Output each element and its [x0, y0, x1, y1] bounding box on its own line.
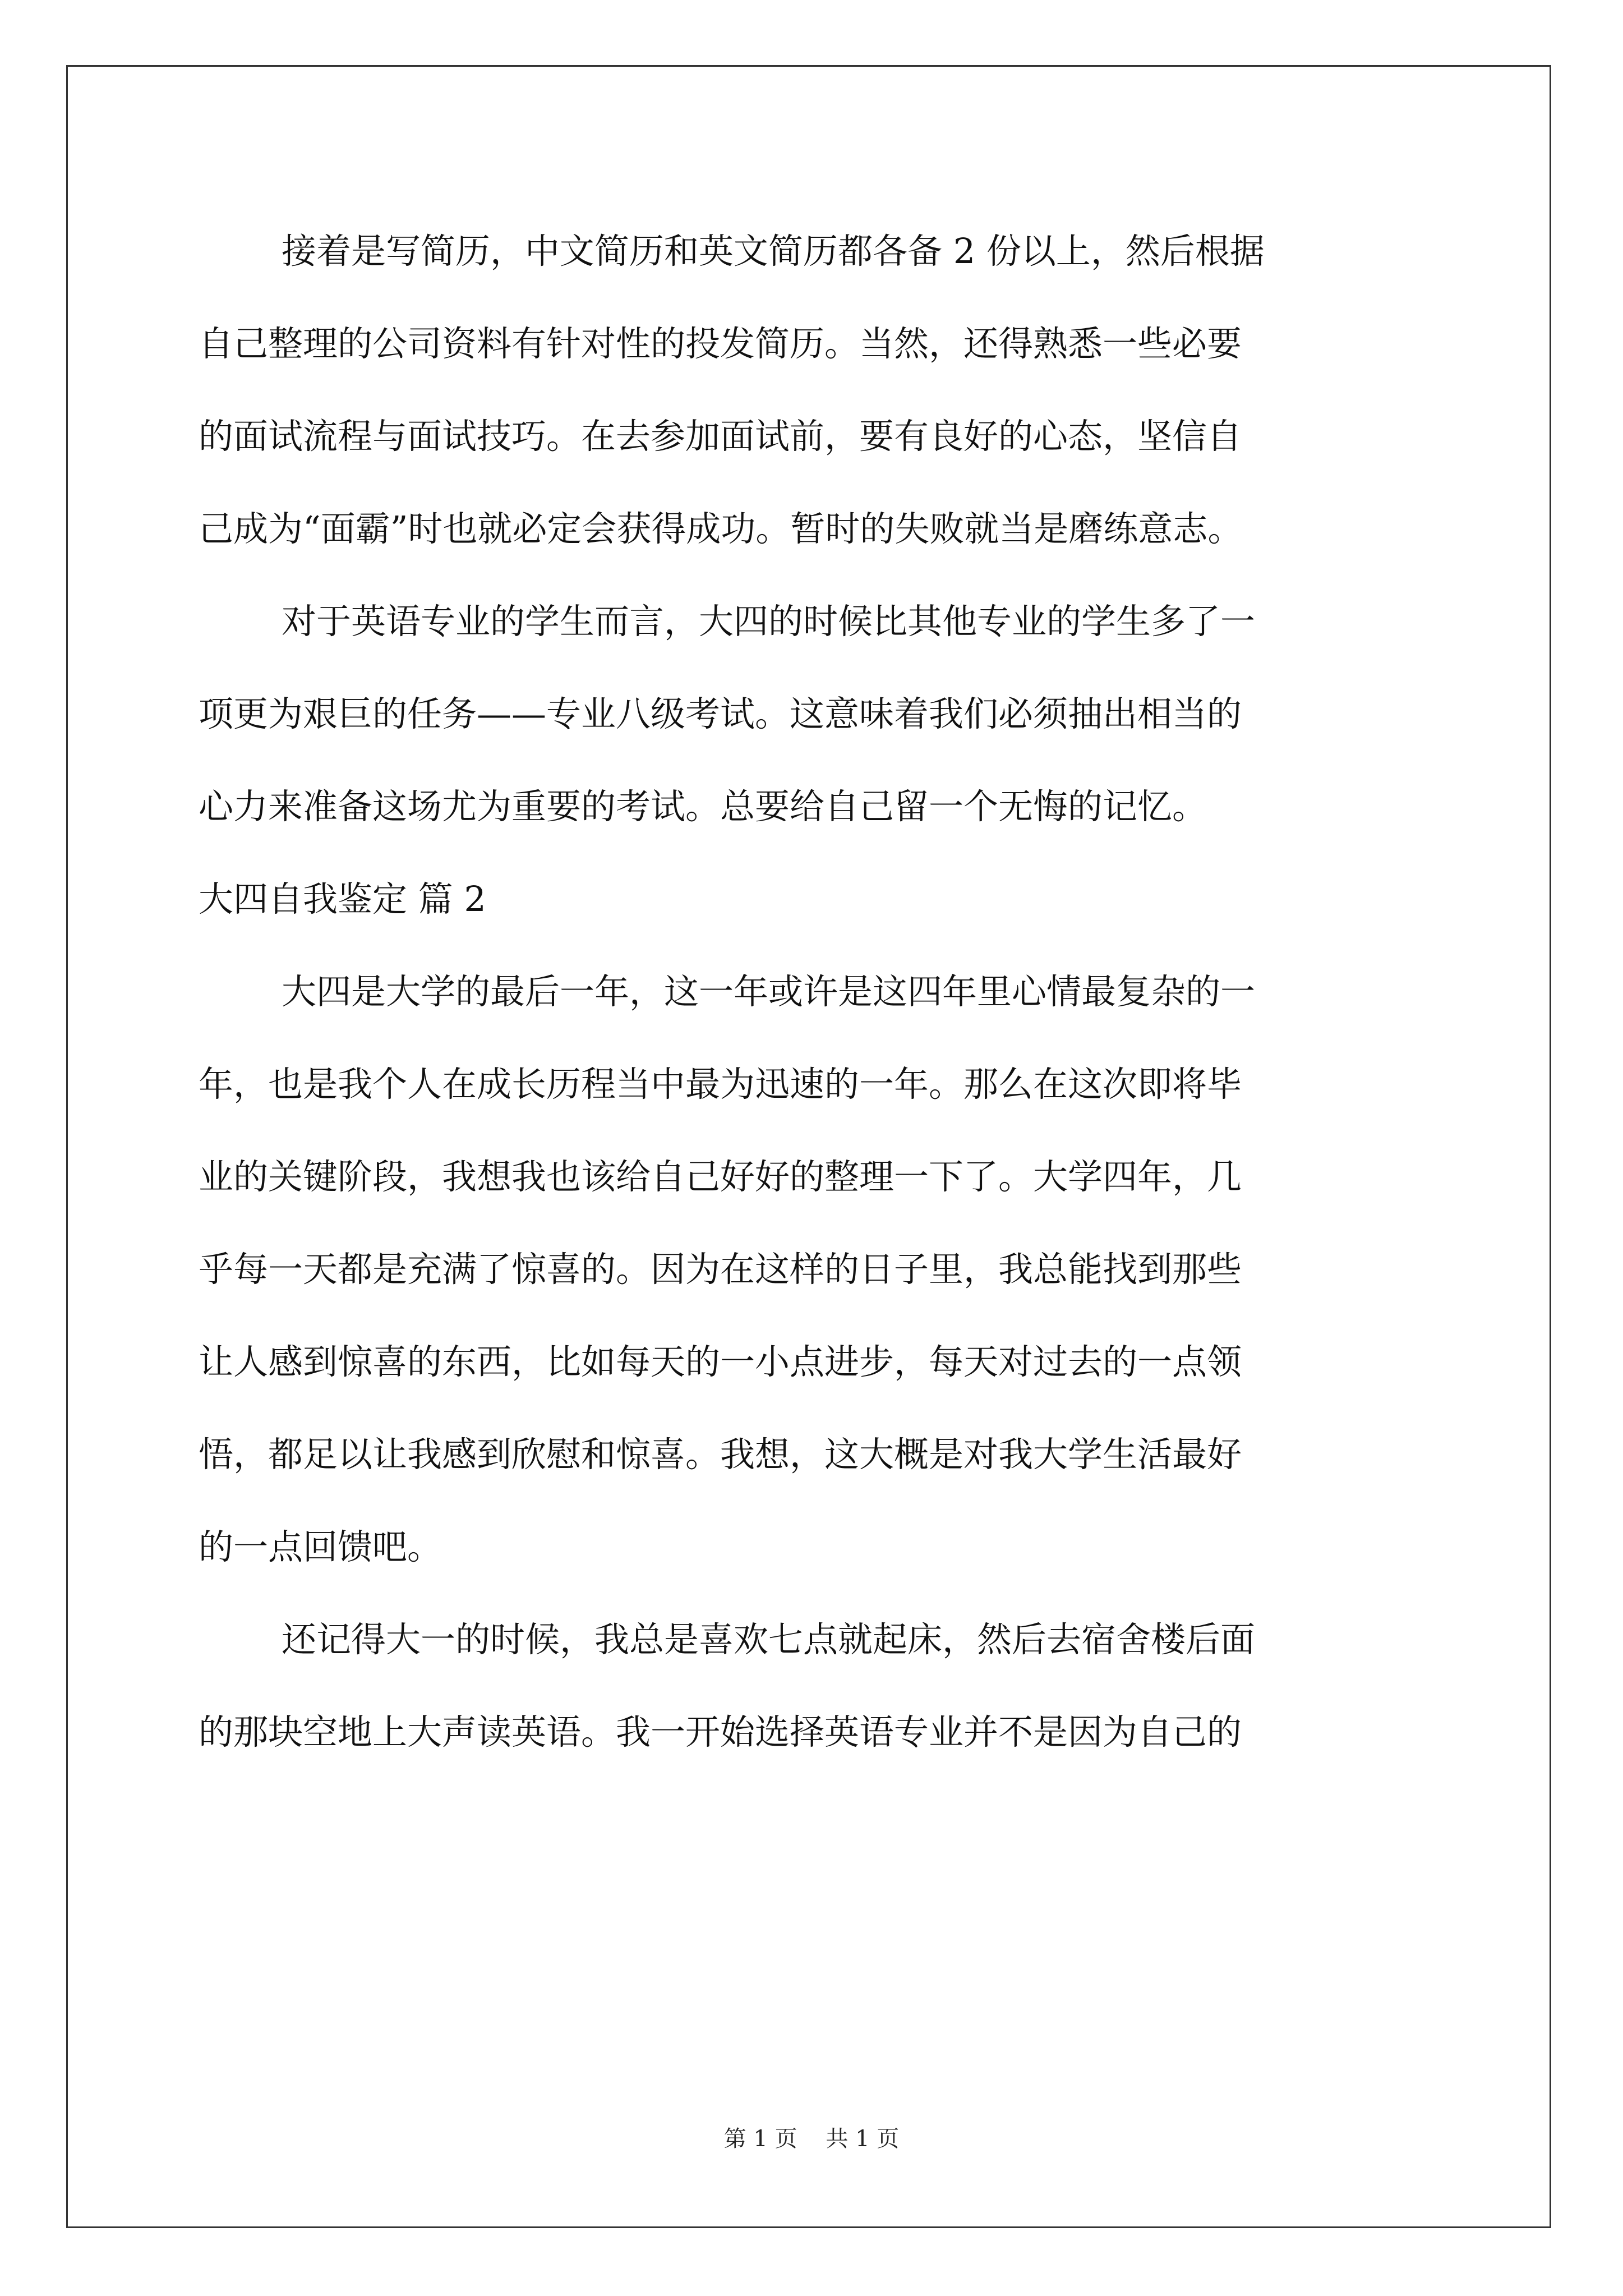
paragraph-line: 业的关键阶段，我想我也该给自己好好的整理一下了。大学四年，几	[199, 1156, 1242, 1197]
paragraph-line: 对于英语专业的学生而言，大四的时候比其他专业的学生多了一	[282, 601, 1256, 642]
paragraph-line: 年，也是我个人在成长历程当中最为迅速的一年。那么在这次即将毕	[199, 1064, 1242, 1105]
paragraph-line: 还记得大一的时候，我总是喜欢七点就起床，然后去宿舍楼后面	[282, 1619, 1256, 1660]
paragraph-line: 乎每一天都是充满了惊喜的。因为在这样的日子里，我总能找到那些	[199, 1249, 1242, 1290]
page-footer: 第 1 页 共 1 页	[723, 2126, 900, 2152]
paragraph-line: 让人感到惊喜的东西，比如每天的一小点进步，每天对过去的一点领	[199, 1341, 1242, 1382]
paragraph-line: 己成为“面霸”时也就必定会获得成功。暂时的失败就当是磨练意志。	[199, 508, 1243, 549]
paragraph-line: 大四是大学的最后一年，这一年或许是这四年里心情最复杂的一	[282, 971, 1256, 1012]
paragraph-line: 悟，都足以让我感到欣慰和惊喜。我想，这大概是对我大学生活最好	[199, 1434, 1242, 1475]
paragraph-line: 的那块空地上大声读英语。我一开始选择英语专业并不是因为自己的	[199, 1711, 1242, 1752]
page-border	[66, 65, 1551, 2228]
paragraph-line: 心力来准备这场尤为重要的考试。总要给自己留一个无悔的记忆。	[199, 786, 1207, 827]
paragraph-line: 接着是写简历，中文简历和英文简历都各备 2 份以上，然后根据	[282, 231, 1265, 272]
section-heading: 大四自我鉴定 篇 2	[199, 878, 486, 919]
paragraph-line: 的一点回馈吧。	[199, 1526, 442, 1567]
paragraph-line: 项更为艰巨的任务——专业八级考试。这意味着我们必须抽出相当的	[199, 693, 1242, 734]
paragraph-line: 自己整理的公司资料有针对性的投发简历。当然，还得熟悉一些必要	[199, 323, 1242, 364]
paragraph-line: 的面试流程与面试技巧。在去参加面试前，要有良好的心态，坚信自	[199, 416, 1242, 457]
